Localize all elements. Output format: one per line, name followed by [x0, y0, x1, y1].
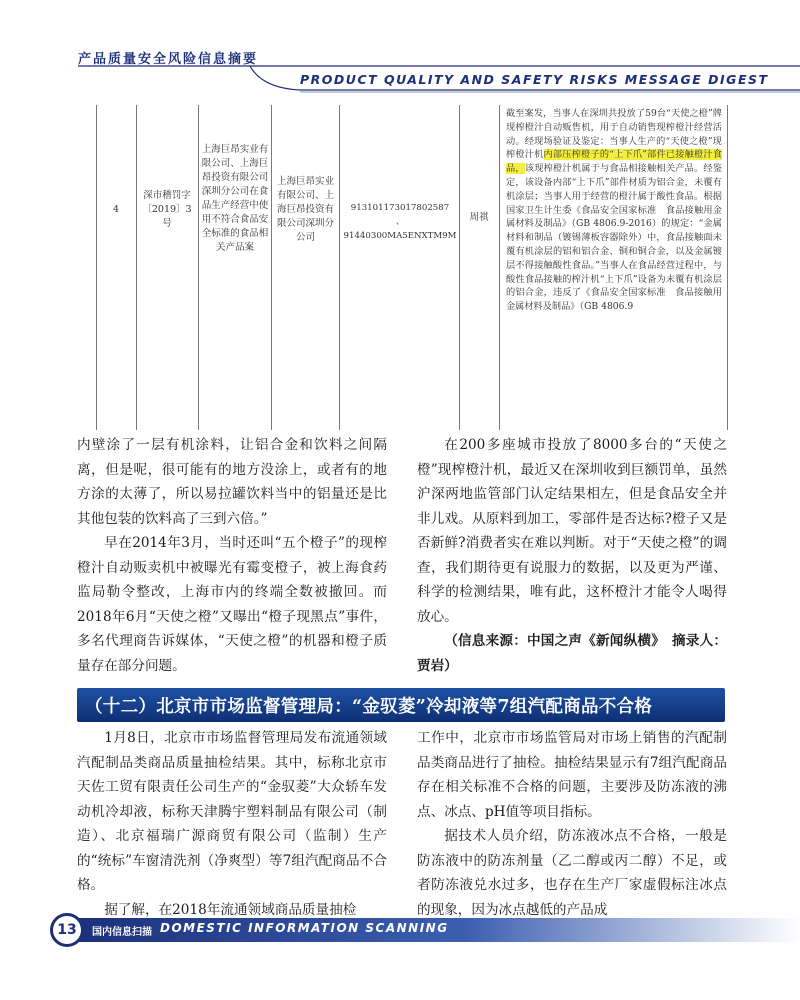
paragraph: 内壁涂了一层有机涂料，让铝合金和饮料之间隔离，但是呢，很可能有的地方没涂上，或者有的地方涂的太薄了，所以易拉罐饮料当中的铝量还是比其他包装的饮料高了三到六倍。” [77, 437, 387, 527]
footer-label-en: DOMESTIC INFORMATION SCANNING [160, 921, 449, 935]
section-title-banner [77, 688, 725, 722]
case-content [506, 107, 722, 314]
penalty-table [96, 105, 728, 430]
paragraph: 1月8日，北京市市场监督管理局发布流通领域汽配制品类商品质量抽检结果。其中，标称北京市天佐工贸有限责任公司生产的“金驭菱”大众轿车发动机冷却液，标称天津腾宇塑料制品有限公司（制造）、北京福瑞广源商贸有限公司（监制）生产的“统标”车窗清洗剂（净爽型）等7组汽配商品不合格。 [77, 730, 387, 893]
case-name: 上海巨昂实业有限公司、上海巨昂投资有限公司深圳分公司在食品生产经营中使用不符合食品安全标准的食品相关产品案 [201, 144, 269, 253]
right-column-lower [417, 726, 727, 922]
source-credit: （信息来源：中国之声《新闻纵横》 摘录人：贾岩） [417, 633, 727, 674]
right-column-upper [417, 433, 727, 678]
credit-code-1: 91310117301780258​7 [350, 203, 450, 213]
page-number: 13 [50, 913, 84, 947]
section-title: （十二）北京市市场监督管理局：“金驭菱”冷却液等7组汽配商品不合格 [85, 697, 653, 717]
paragraph: 据技术人员介绍，防冻液冰点不合格，一般是防冻液中的防冻剂量（乙二醇或丙二醇）不足，或者防冻液兑水过多，也存在生产厂家虚假标注冰点的现象，因为冰点越低的产品成 [417, 828, 727, 918]
case-content-pre: 截至案发，当事人在深圳共投放了59台“天使之橙”牌现榨橙汁自动贩售机，用于自动销售现榨橙汁经营活动。经现场验证及鉴定：当事人生产的“天使之橙”现榨橙汁机 [506, 108, 722, 161]
doc-number: 深市稽罚字〔2019〕3号 [142, 190, 192, 229]
header-title-en: PRODUCT QUALITY AND SAFETY RISKS MESSAGE DIGEST [300, 72, 769, 87]
party-name: 上海巨昂实业有限公司、上海巨昂投资有限公司深圳分公司 [276, 176, 334, 243]
credit-code-2: 91440300MA5ENXTM9M [343, 231, 457, 241]
paragraph: 据了解，在2018年流通领域商品质量抽检 [104, 901, 357, 918]
credit-code-separator: 、 [395, 217, 405, 227]
footer-label-cn: 国内信息扫描 [92, 927, 152, 938]
paragraph: 工作中，北京市市场监管局对市场上销售的汽配制品类商品进行了抽检。抽检结果显示有7组汽配商品存在相关标准不合格的问题，主要涉及防冻液的沸点、冰点、pH值等项目指标。 [417, 730, 727, 820]
case-content-highlight: 内部压榨橙子的“上下爪”部件已接触橙汁食品， [506, 149, 722, 175]
header-title-cn: 产品质量安全风险信息摘要 [78, 52, 259, 67]
paragraph: 早在2014年3月，当时还叫“五个橙子”的现榨橙汁自动贩卖机中被曝光有霉变橙子，被上海食药监局勒令整改，上海市内的终端全数被撤回。而2018年6月“天使之橙”又曝出“橙子现黑点”事件，多名代理商告诉媒体，“天使之橙”的机器和橙子质量存在部分问题。 [77, 535, 387, 674]
paragraph: 在200多座城市投放了8000多台的“天使之橙”现榨橙汁机，最近又在深圳收到巨额罚单，虽然沪深两地监管部门认定结果相左，但是食品安全并非儿戏。从原料到加工，零部件是否达标?橙子又是否新鲜?消费者实在难以判断。对于“天使之橙”的调查，我们期待更有说服力的数据，以及更为严谨、科学的检测结果，唯有此，这杯橙汁才能令人喝得放心。 [417, 437, 727, 625]
case-content-post: 该现榨橙汁机属于与食品相接触相关产品。经鉴定，该设备内部“上下爪”部件材质为铝合金，未覆有机涂层；当事人用于经营的橙汁属于酸性食品。根据国家卫生计生委《食品安全国家标准 食品接触用金属材料及制品》（GB 4806.9-2016）的规定：“金属材料和制品（镀锡薄板容器除外）中，食品接触面未覆有机涂层的铝和铝合金、铜和铜合金，以及金属镀层不得接触酸性食品。”当事人在食品经营过程中，与酸性食品接触的榨汁机“上下爪”设备为未覆有机涂层的铝合金，违反了《食品安全国家标准 食品接触用金属材料及制品》（GB 4806.9 [506, 163, 723, 313]
left-column-lower [77, 726, 387, 922]
left-column-upper [77, 433, 387, 678]
legal-representative: 周祺 [469, 212, 489, 223]
credit-code [341, 201, 459, 243]
row-index: 4 [112, 204, 120, 215]
page-header [0, 0, 800, 100]
